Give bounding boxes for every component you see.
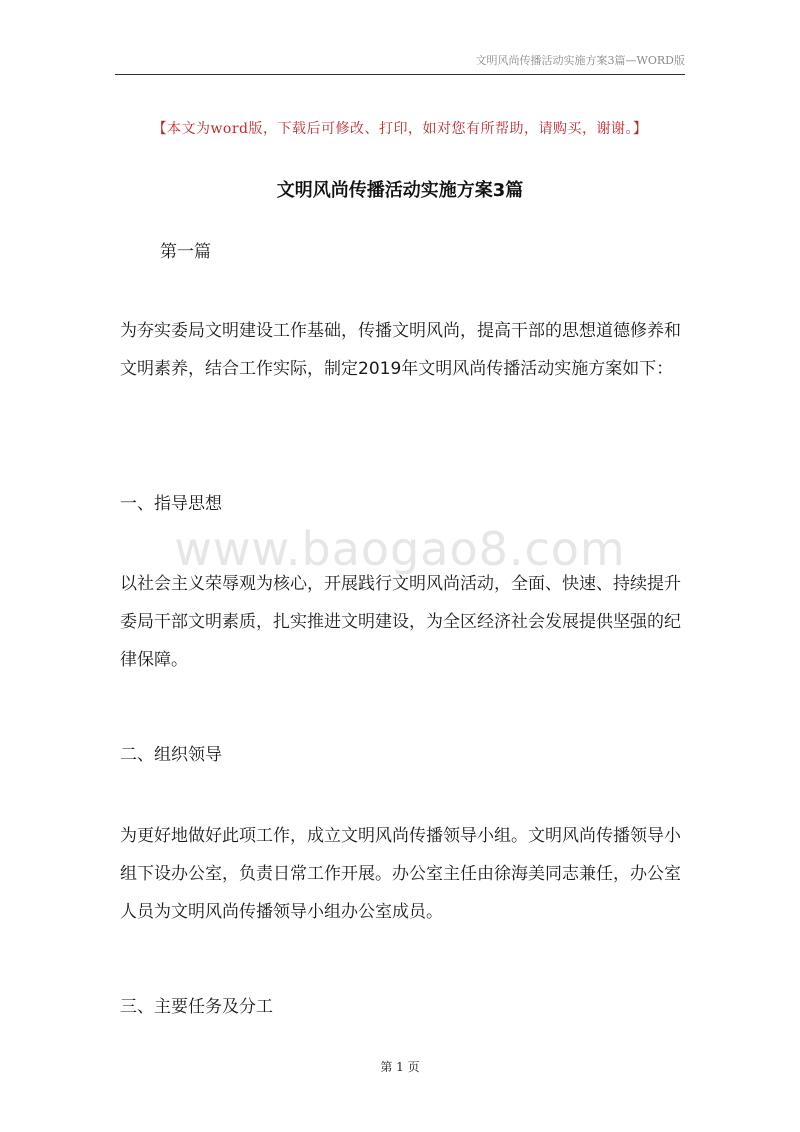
section-label: 第一篇 [160,242,211,262]
paragraph-organization: 为更好地做好此项工作，成立文明风尚传播领导小组。文明风尚传播领导小组下设办公室，负责日常工作开展。办公室主任由徐海美同志兼任，办公室人员为文明风尚传播领导小组办公室成员。 [120,826,681,922]
heading-organization: 二、组织领导 [120,745,222,765]
paragraph-intro: 为夯实委局文明建设工作基础，传播文明风尚，提高干部的思想道德修养和文明素养，结合工作实际，制定2019年文明风尚传播活动实施方案如下： [120,321,681,379]
watermark: www.baogao8.com [174,522,626,576]
purchase-notice: 【本文为word版，下载后可修改、打印，如对您有所帮助，请购买，谢谢。】 [152,121,648,137]
heading-main-tasks: 三、主要任务及分工 [120,997,273,1017]
heading-guiding-ideology: 一、指导思想 [120,494,222,514]
paragraph-guiding: 以社会主义荣辱观为核心，开展践行文明风尚活动，全面、快速、持续提升委局干部文明素质，扎实推进文明建设，为全区经济社会发展提供坚强的纪律保障。 [120,574,681,670]
page-number: 第 1 页 [380,1060,420,1074]
page-header [115,52,685,75]
running-title: 文明风尚传播活动实施方案3篇—WORD版 [475,54,685,67]
document-title: 文明风尚传播活动实施方案3篇 [276,180,524,201]
